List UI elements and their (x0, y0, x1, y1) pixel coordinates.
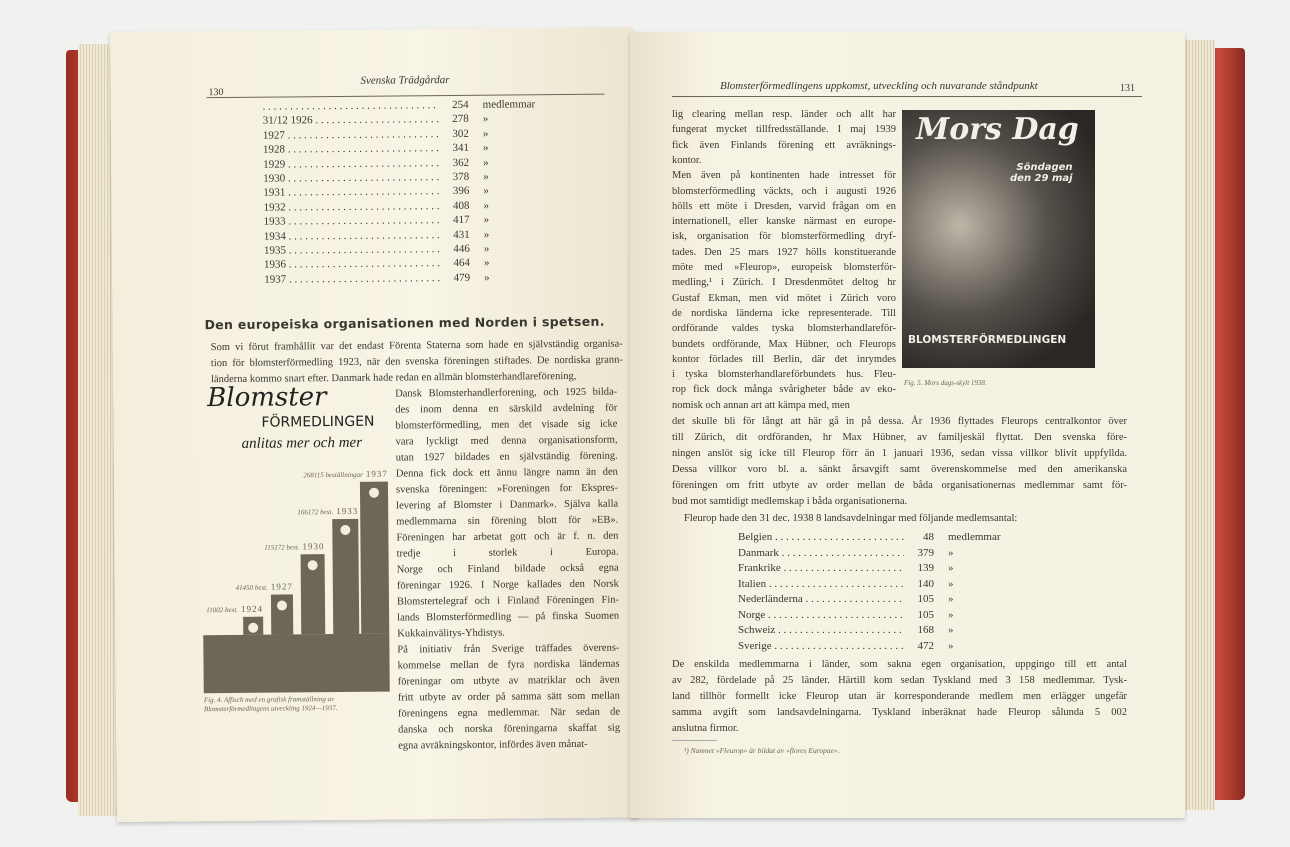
row-unit: » (948, 639, 954, 652)
text-line: egna avräkningskontor, infördes även månat- (398, 738, 588, 752)
table-row (263, 199, 563, 215)
row-label: Nederländerna . . . (738, 593, 904, 606)
text-line: svenska föreningen: »Foreningen for Ekspres- (395, 482, 619, 496)
section-heading: Den europeiska organisationen med Norden i spetsen. (204, 313, 605, 333)
row-label: Schweiz . . . (738, 624, 904, 637)
text-line: Norge och Finland bildade också egna (396, 562, 619, 576)
table-row (738, 531, 1028, 544)
row-unit: medlemmar (482, 98, 536, 111)
text-line: bud mot samtidigt medlemskap i båda organisationerna. (672, 496, 908, 507)
text-line: ordförande valdes tyska blomsterhandlareför- (672, 323, 896, 335)
poster-bar-label (264, 541, 324, 554)
row-label: 31/12 1926 . . . (263, 114, 439, 129)
row-label: Belgien . . . (738, 531, 904, 544)
row-unit: » (483, 156, 489, 169)
text-line: tades. Den 25 mars 1927 hölls konstituerande (672, 246, 896, 258)
text-line: Blomstertelegraf och i Finland Föreningen Fin- (396, 594, 620, 608)
row-label: Norge . . . (738, 609, 904, 622)
text-line: de nordiska länderna icke representerade. Till (672, 307, 896, 319)
row-value: 464 (453, 257, 471, 270)
text-line: i tyska blomsterhandlareförbundets hus. Fleu- (672, 369, 896, 381)
table-row (263, 98, 563, 114)
text-line: samma avgift som landsavdelningarna. Tyskland inberäknat hade Fleurop sålunda 5 002 (672, 707, 1127, 718)
text-line: des inom denna en särskild avdelning för (395, 402, 618, 416)
row-label: 1931 . . . (263, 186, 439, 201)
bar-count: 41450 best. (235, 583, 268, 592)
text-line: tredje i storlek i Europa. (396, 546, 619, 560)
row-value: 302 (452, 127, 469, 140)
row-unit: » (948, 546, 954, 559)
poster-subtitle: anlitas mer och mer (241, 434, 363, 452)
text-line: land tillhör formellt icke Fleurop utan är korresponderande medlem men erlägger ungefär (672, 691, 1127, 702)
flower-icon (369, 488, 379, 498)
table-row (264, 271, 564, 287)
row-unit: » (948, 608, 954, 621)
table-row (738, 562, 1028, 575)
text-line: rop fick dock många svårigheter både av eko- (672, 384, 896, 396)
row-value: 139 (917, 562, 934, 574)
poster-script-title: Blomster (207, 382, 327, 414)
footnote-rule (672, 740, 717, 741)
text-line: Denna fick dock ett ännu längre namn än den (395, 466, 618, 480)
row-value: 417 (453, 214, 470, 227)
row-unit: » (483, 242, 490, 255)
row-label: 1928 . . . (263, 142, 439, 157)
row-value: 446 (453, 242, 470, 256)
row-label: 1934 . . . (264, 229, 440, 244)
poster-bar (360, 482, 389, 634)
row-label: Frankrike . . . (738, 562, 904, 575)
row-unit: » (482, 127, 489, 140)
text-line: internationell, eller kanske närmast en europe- (672, 216, 896, 228)
row-label: 1936 . . . (264, 258, 440, 273)
table-row (738, 640, 1028, 653)
text-line: Dansk Blomsterhandlerforening, och 1925 bilda- (395, 386, 618, 400)
row-unit: » (484, 271, 490, 284)
table-row (264, 256, 564, 272)
text-line: tion för blomsterförmedling 1923, när den svenska föreningen stiftades. De nordiska grann- (210, 354, 623, 370)
figure-caption: Fig. 4. Affisch med en grafisk framställning av Blomsterförmedlingens utveckling 1924—1937. (203, 695, 338, 714)
text-line: fritt utbyte av order på samma sätt som mellan (397, 690, 620, 704)
bar-count: 166172 best. (297, 508, 334, 517)
poster-bar (332, 519, 359, 634)
row-unit: » (948, 624, 954, 636)
text-line: föreningar om utbyte av matriklar och även (397, 674, 620, 688)
text-line: lig clearing mellan resp. länder och allt har (672, 109, 896, 120)
text-line: av 282, fördelade på 25 länder. Härtill kom sedan Tyskland med 3 158 medlemmar. Tysk- (672, 675, 1127, 686)
row-value: 396 (452, 185, 470, 198)
left-page (110, 27, 639, 822)
text-line: vara lyckligt med denna organisationsform, (395, 434, 618, 448)
text-line: danska och norska föreningarna skaffat sig (398, 722, 621, 736)
text-line: På initiativ från Sverige träffades överens- (397, 642, 620, 656)
text-line: länderna kommo snart efter. Danmark hade redan en allmän blomsterhandlareförening, (210, 370, 577, 386)
bar-count: 268115 beställningar (303, 470, 363, 480)
row-unit: medlemmar (948, 531, 1001, 543)
row-label: Italien . . . (738, 578, 904, 591)
table-row (738, 609, 1028, 622)
row-value: 431 (453, 228, 470, 241)
row-value: 341 (452, 142, 470, 155)
figure-caption: Fig. 5. Mors dags-skylt 1938. (904, 379, 987, 387)
bar-count: 11002 best. (206, 605, 239, 615)
text-line: isk, organisation för blomsterförmedling dryf- (672, 231, 896, 243)
page-number: 130 (208, 87, 224, 99)
text-line: Kukkainvälitys-Yhdistys. (397, 627, 505, 640)
bar-year: 1927 (270, 581, 293, 592)
row-label: Danmark . . . (738, 547, 904, 560)
table-row (263, 127, 563, 143)
text-line: Föreningen har arbetat gott och är f. n. den (396, 530, 619, 544)
row-unit: » (948, 562, 954, 574)
row-value: 472 (917, 639, 934, 652)
row-unit: » (483, 170, 489, 183)
row-value: 378 (452, 170, 470, 184)
row-unit: » (482, 113, 489, 126)
text-line: Som vi förut framhållit var det endast Förenta Staterna som hade en självständig organisa- (210, 338, 623, 354)
bar-year: 1924 (240, 603, 264, 614)
poster-base (203, 634, 389, 694)
poster-date-line: Söndagen (1016, 162, 1073, 173)
row-label: 1929 . . . (263, 157, 439, 172)
poster-bar-label (303, 469, 388, 482)
row-value: 140 (917, 577, 934, 590)
mors-dag-poster (902, 110, 1095, 368)
table-row (264, 213, 564, 229)
text-line: anslutna firmor. (672, 723, 739, 734)
running-head: Blomsterförmedlingens uppkomst, utveckling och nuvarande ståndpunkt (720, 80, 1038, 92)
table-row (264, 228, 564, 244)
row-value: 254 (452, 98, 469, 112)
flower-icon (340, 525, 350, 535)
row-label: Sverige . . . (738, 640, 904, 653)
text-line: hölls ett möte i Dresden, varvid frågan om en (672, 200, 896, 212)
table-row (738, 593, 1028, 606)
row-value: 479 (453, 271, 471, 284)
bar-year: 1937 (365, 468, 388, 479)
row-label: 1935 . . . (264, 243, 440, 258)
row-value: 278 (452, 113, 469, 126)
row-unit: » (483, 185, 489, 198)
row-label: 1933 . . . (264, 214, 440, 229)
table-row (264, 242, 564, 258)
row-label: 1927 . . . (263, 128, 439, 143)
intro-line: Fleurop hade den 31 dec. 1938 8 landsavdelningar med följande medlemsantal: (684, 513, 1018, 524)
text-line: Men även på kontinenten hade intresset för (672, 170, 896, 182)
row-unit: » (948, 593, 954, 605)
row-unit: » (482, 141, 489, 154)
poster-date-line: den 29 maj (1010, 173, 1073, 184)
text-line: blomsterförmedling, men det visade sig icke (395, 418, 618, 432)
poster-title: FÖRMEDLINGEN (261, 413, 375, 431)
flower-icon (277, 600, 287, 610)
row-unit: » (483, 228, 490, 241)
poster-footer: BLOMSTERFÖRMEDLINGEN (908, 334, 1067, 346)
text-line: föreningens egna medlemmar. När sedan de (397, 706, 621, 720)
table-row (263, 112, 563, 128)
poster-title: Mors Dag (916, 112, 1079, 147)
text-line: Dessa villkor voro bl. a. sänkt årsavgift samt överenskommelse med den amerikanska (672, 464, 1127, 475)
table-row (263, 141, 563, 157)
table-row (738, 547, 1028, 560)
row-value: 362 (452, 156, 470, 169)
text-line: möte med »Fleurop», europeisk blomsterför- (672, 262, 896, 273)
row-unit: » (483, 257, 490, 270)
table-row (263, 156, 563, 172)
row-unit: » (483, 199, 490, 212)
table-row (263, 170, 563, 186)
row-label: 1937 . . . (264, 272, 440, 287)
row-value: 379 (917, 546, 934, 559)
text-line: fungerat mycket tillfredsställande. I maj 1939 (672, 124, 896, 136)
poster-bar-label (297, 506, 358, 519)
row-label: 1932 . . . (263, 200, 439, 215)
poster-date (1010, 162, 1073, 184)
row-unit: » (948, 577, 954, 590)
row-unit: » (483, 213, 490, 226)
row-value: 168 (917, 624, 934, 636)
text-line: bundets ordförande, Max Hübner, och Fleurops (672, 338, 896, 350)
text-line: kommelse mellan de fyra nordiska ländernas (397, 658, 620, 672)
bar-count: 115172 best. (264, 543, 300, 552)
bar-year: 1933 (336, 505, 359, 517)
row-value: 408 (452, 199, 470, 212)
right-page (630, 32, 1185, 818)
flower-icon (308, 560, 318, 570)
text-line: till Zürich, dit ordföranden, hr Max Hübner, av familjeskäl flyttat. Den svenska före- (672, 432, 1127, 443)
text-line: medlemmarna sin förening blott för »EB». (396, 514, 619, 528)
text-line: nomisk och annan art att kämpa med, men (672, 399, 850, 411)
row-value: 48 (923, 531, 934, 543)
text-line: levering af Blomster i Danmark». Själva kalla (396, 498, 619, 512)
row-value: 105 (917, 608, 934, 621)
header-rule (672, 96, 1142, 97)
text-line: lands Blomsterförmedling — på finska Suomen (397, 610, 620, 624)
poster-bar-label (236, 581, 293, 593)
text-line: utan 1927 bildades en självständig förening. (395, 450, 618, 464)
text-line: kontor förlades till Berlin, där det inrymdes (672, 353, 896, 365)
row-label: 1930 . . . (263, 171, 439, 186)
text-line: föreningar 1926. I Norge kallades den Norsk (396, 578, 619, 592)
poster-bar-label (206, 604, 263, 616)
row-label (263, 99, 439, 114)
footnote: ¹) Namnet »Fleurop» är bildat av »flores Europae». (684, 746, 840, 755)
text-line: kontor. (672, 154, 702, 166)
table-row (738, 578, 1028, 591)
text-line: föreningen om fritt utbyte av order mellan de båda organisationernas medlemmar samt för- (672, 480, 1127, 491)
text-line: det skulle bli för långt att här gå in på dessa. År 1936 flyttades Fleurops centralkontor över (672, 416, 1127, 427)
running-head: Svenska Trädgårdar (360, 74, 450, 87)
row-value: 105 (917, 593, 934, 605)
bar-year: 1930 (302, 541, 325, 552)
text-line: fick även Finlands förening ett avräknings- (672, 139, 896, 151)
text-line: medling,¹ i Zürich. I Dresdenmötet deltog hr (672, 277, 896, 289)
text-line: De enskilda medlemmarna i länder, som sakna egen organisation, uppgingo till ett antal (672, 659, 1127, 670)
table-row (738, 624, 1028, 637)
text-line: blomsterförmedling väckts, och i augusti 1926 (672, 185, 896, 197)
page-number: 131 (1120, 83, 1135, 94)
table-row (263, 184, 563, 200)
flower-icon (248, 623, 258, 633)
text-line: ningen anslöt sig icke till Fleurop förr än 1 januari 1936, sedan vissa villkor blivit uppfyllda. (672, 448, 1127, 459)
blomster-poster (201, 382, 390, 694)
text-line: Gustaf Ekman, men vid mötet i Zürich voro (672, 292, 896, 304)
